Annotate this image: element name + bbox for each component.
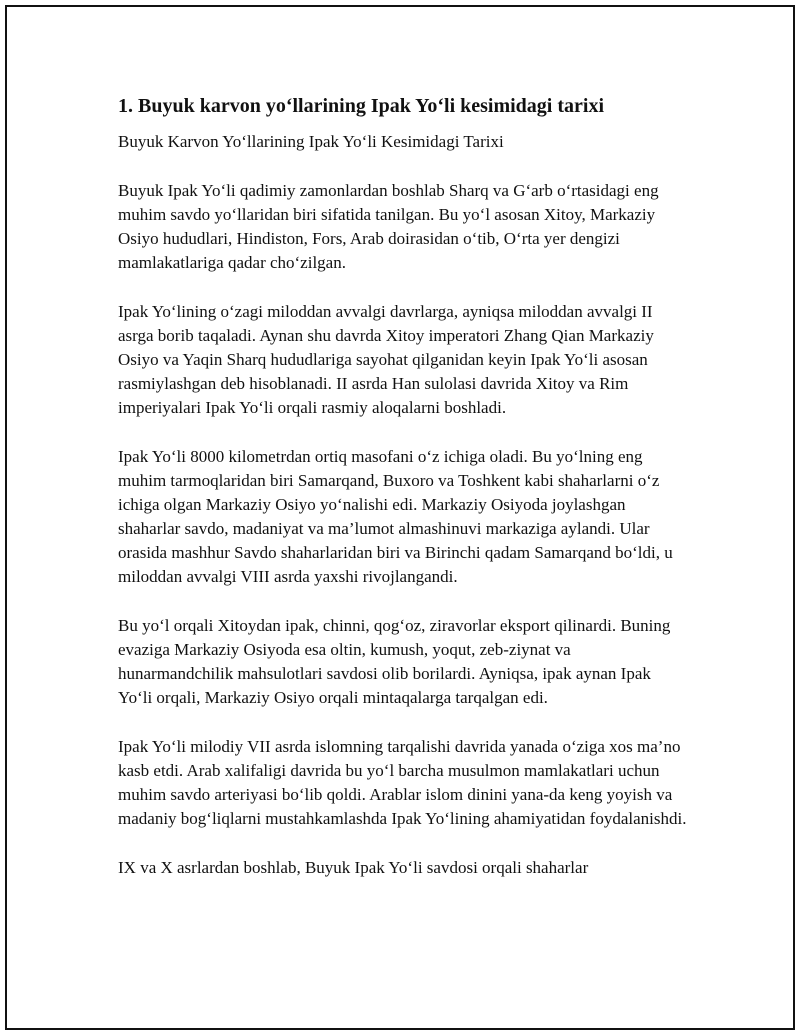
section-heading: 1. Buyuk karvon yo‘llarining Ipak Yo‘li kesimidagi tarixi: [118, 95, 605, 117]
document-body: [118, 92, 688, 880]
section-subtitle: Buyuk Karvon Yo‘llarining Ipak Yo‘li Kesimidagi Tarixi: [118, 132, 504, 151]
paragraph-4: Bu yo‘l orqali Xitoydan ipak, chinni, qog‘oz, ziravorlar eksport qilinardi. Buning evaziga Markaziy Osiyoda esa oltin, kumush, yoqut, zeb-ziynat va hunarmandchilik mahsulotlari savdosi olib borilardi. Ayniqsa, ipak aynan Ipak Yo‘li orqali, Markaziy Osiyo orqali mintaqalarga tarqalgan edi.: [118, 616, 671, 707]
paragraph-3: Ipak Yo‘li 8000 kilometrdan ortiq masofani o‘z ichiga oladi. Bu yo‘lning eng muhim tarmoqlaridan biri Samarqand, Buxoro va Toshkent kabi shaharlarni o‘z ichiga olgan Markaziy Osiyo yo‘nalishi edi. Markaziy Osiyoda joylashgan shaharlar savdo, madaniyat va ma’lumot almashinuvi markaziga aylandi. Ular orasida mashhur Savdo shaharlaridan biri va Birinchi qadam Samarqand bo‘ldi, u miloddan avvalgi VIII asrda yaxshi rivojlangandi.: [118, 447, 673, 586]
paragraph-2: Ipak Yo‘lining o‘zagi miloddan avvalgi davrlarga, ayniqsa miloddan avvalgi II asrga borib taqaladi. Aynan shu davrda Xitoy imperatori Zhang Qian Markaziy Osiyo va Yaqin Sharq hududlariga sayohat qilganidan keyin Ipak Yo‘li asosan rasmiylashgan deb hisoblanadi. II asrda Han sulolasi davrida Xitoy va Rim imperiyalari Ipak Yo‘li orqali rasmiy aloqalarni boshladi.: [118, 302, 654, 417]
paragraph-1: Buyuk Ipak Yo‘li qadimiy zamonlardan boshlab Sharq va G‘arb o‘rtasidagi eng muhim savdo yo‘llaridan biri sifatida tanilgan. Bu yo‘l asosan Xitoy, Markaziy Osiyo hududlari, Hindiston, Fors, Arab doirasidan o‘tib, O‘rta yer dengizi mamlakatlariga qadar cho‘zilgan.: [118, 181, 659, 272]
paragraph-6: IX va X asrlardan boshlab, Buyuk Ipak Yo‘li savdosi orqali shaharlar: [118, 858, 589, 877]
paragraph-5: Ipak Yo‘li milodiy VII asrda islomning tarqalishi davrida yanada o‘ziga xos ma’no kasb etdi. Arab xalifaligi davrida bu yo‘l barcha musulmon mamlakatlari uchun muhim savdo arteriyasi bo‘lib qoldi. Arablar islom dinini yana-da keng yoyish va madaniy bog‘liqlarni mustahkamlashda Ipak Yo‘lining ahamiyatidan foydalanishdi.: [118, 737, 687, 828]
